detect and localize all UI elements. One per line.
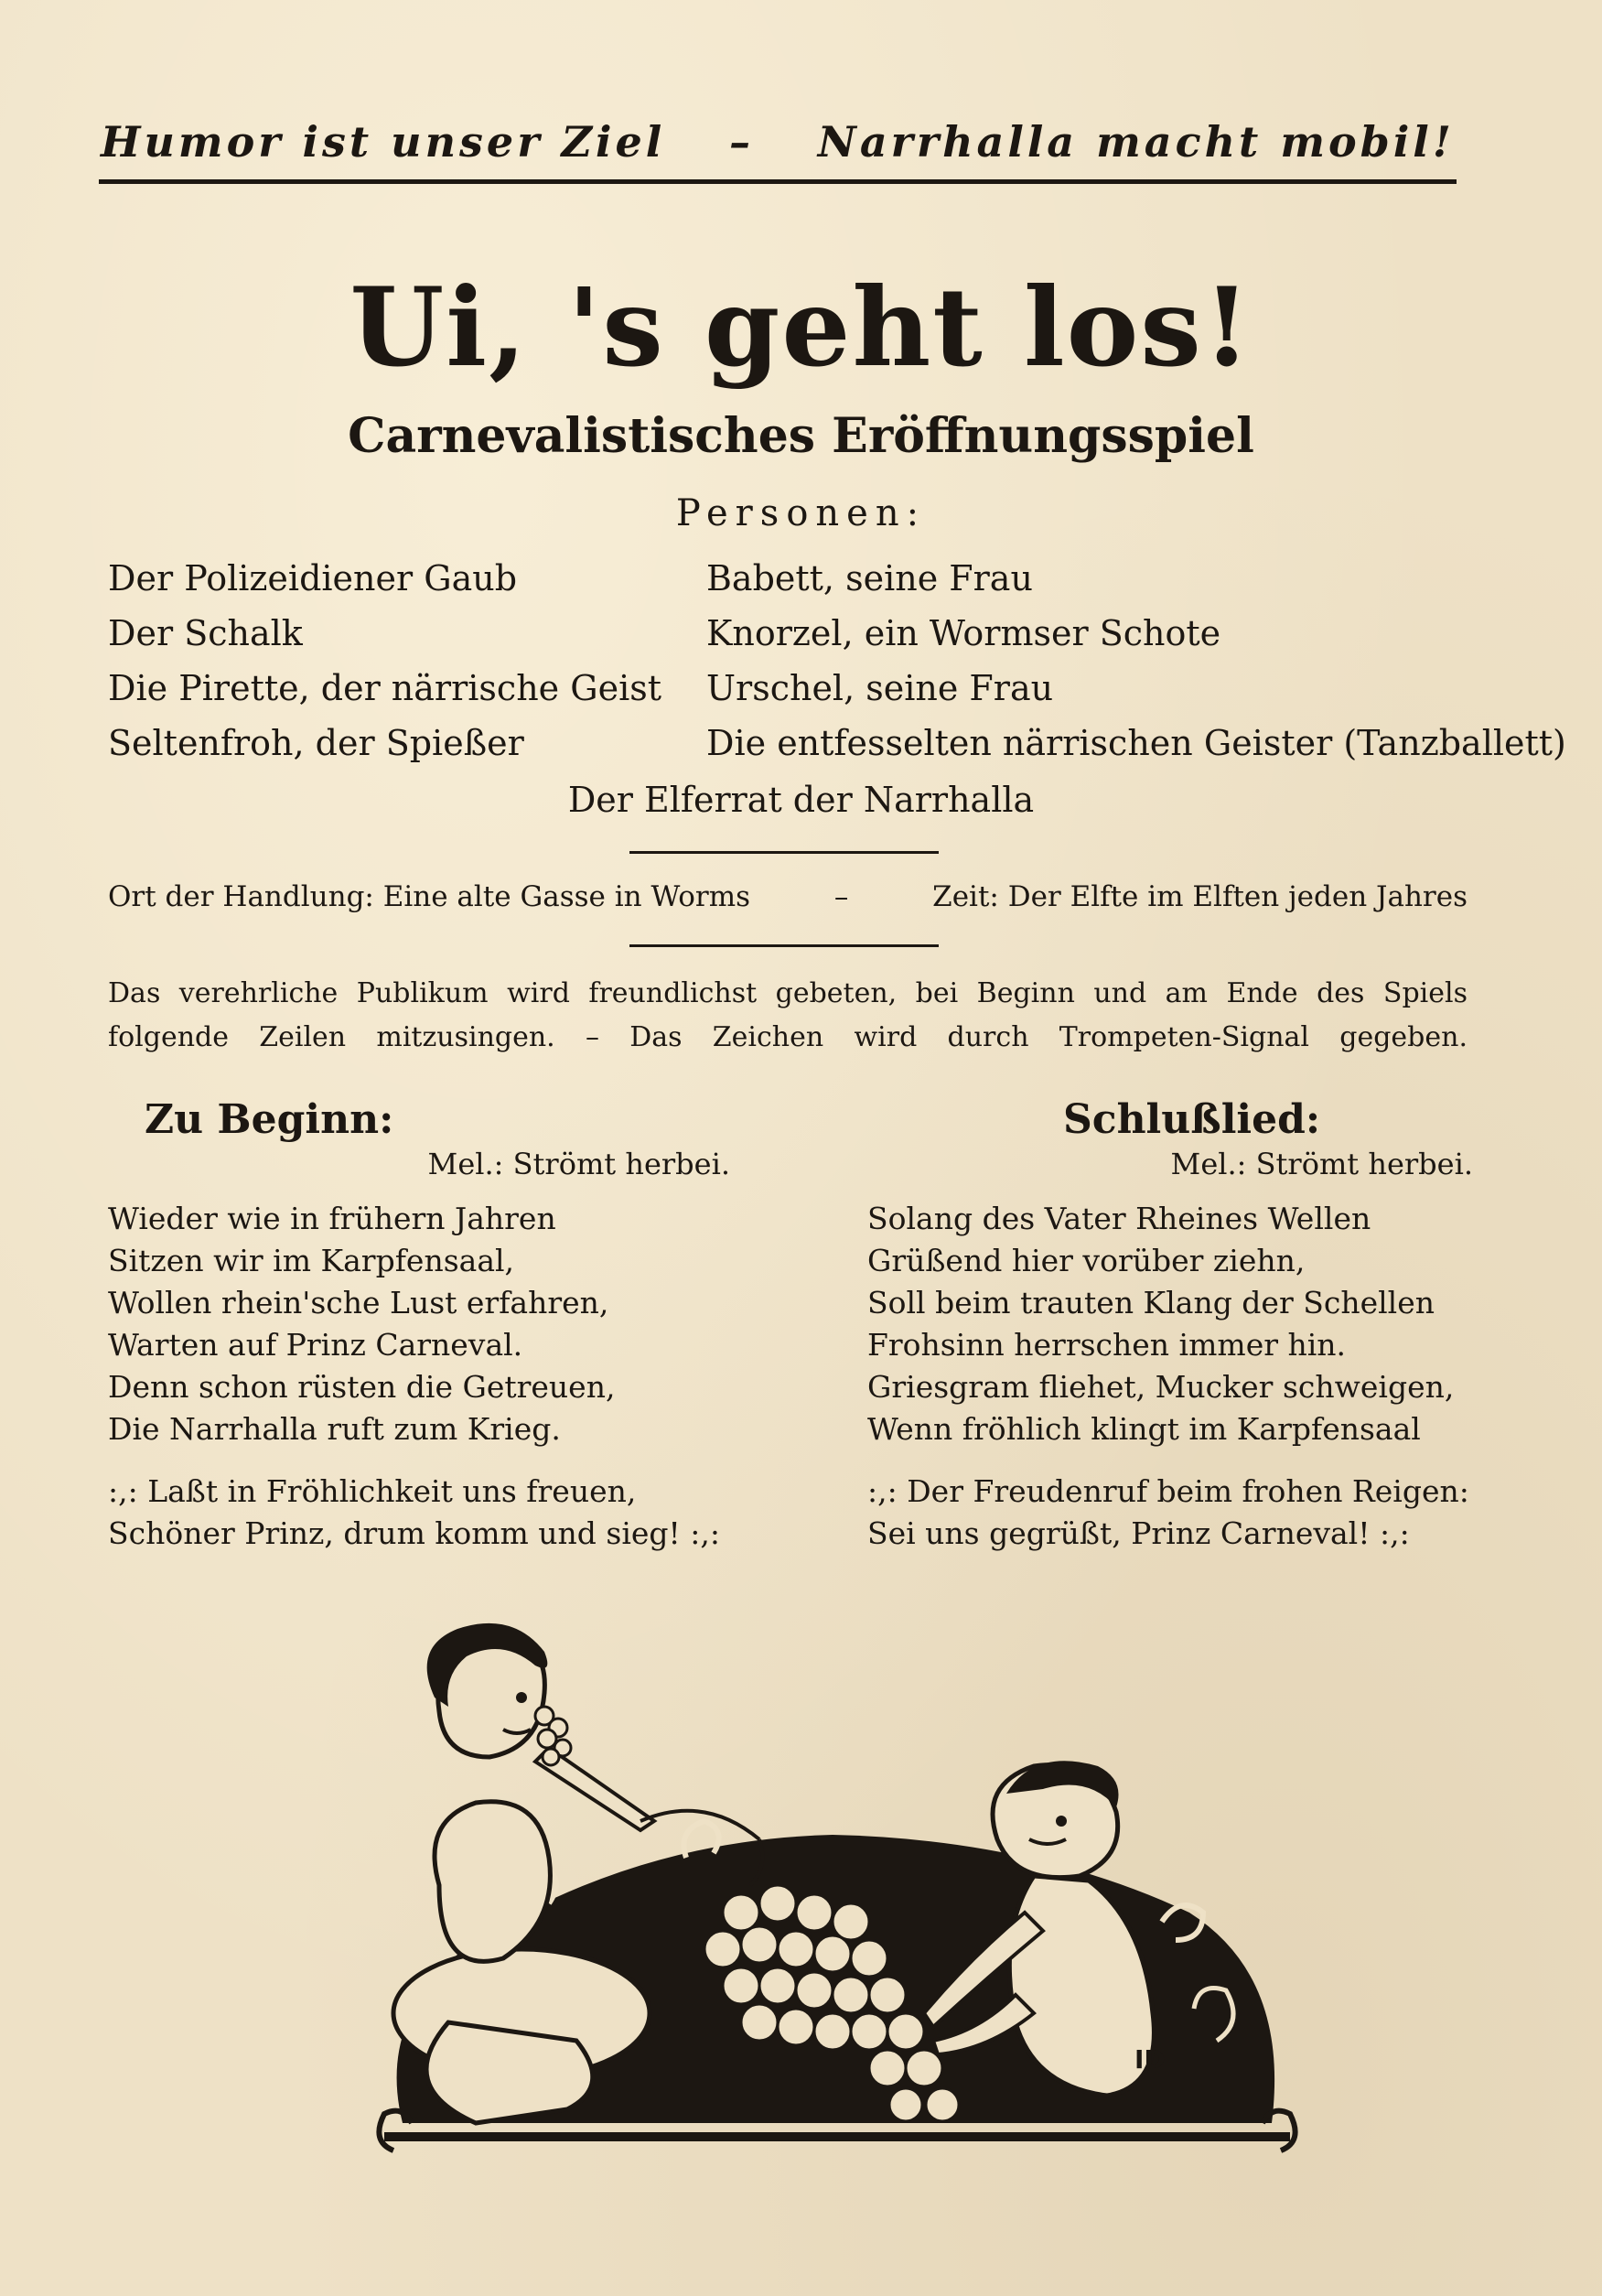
divider (629, 851, 939, 854)
cast-item: Knorzel, ein Wormser Schote (706, 613, 1221, 653)
cast-item: Seltenfroh, der Spießer (108, 723, 524, 763)
cast-item: Die entfesselten närrischen Geister (Tanzballett) (706, 723, 1566, 763)
song-heading: Schlußlied: (1063, 1096, 1321, 1143)
song-melody: Mel.: Strömt herbei. (427, 1147, 730, 1181)
page-subtitle: Carnevalistisches Eröffnungsspiel (348, 408, 1254, 464)
header-motto (101, 117, 1455, 167)
setting-place: Ort der Handlung: Eine alte Gasse in Worms (108, 880, 751, 913)
verse-line: Wenn fröhlich klingt im Karpfensaal (867, 1411, 1421, 1447)
notice-line: Das verehrliche Publikum wird freundlichst gebeten, bei Beginn und am Ende des Spiels (108, 977, 1468, 1009)
cast-list-right (706, 551, 1566, 771)
cast-item: Die Pirette, der närrische Geist (108, 668, 662, 708)
song-verse (108, 1198, 730, 1450)
motto-right: Narrhalla macht mobil! (817, 117, 1455, 167)
cast-item: Urschel, seine Frau (706, 668, 1054, 708)
page-title: Ui, 's geht los! (349, 264, 1253, 391)
faun-figure (393, 1623, 654, 2123)
refrain-line: Sei uns gegrüßt, Prinz Carneval! :,: (867, 1515, 1410, 1551)
cast-item: Der Schalk (108, 613, 303, 653)
song-melody: Mel.: Strömt herbei. (1170, 1147, 1473, 1181)
notice-line: folgende Zeilen mitzusingen. – Das Zeichen wird durch Trompeten-Signal gegeben. (108, 1021, 1468, 1053)
verse-line: Wollen rhein'sche Lust erfahren, (108, 1285, 609, 1320)
refrain-line: :,: Laßt in Fröhlichkeit uns freuen, (108, 1473, 637, 1509)
verse-line: Wieder wie in frühern Jahren (108, 1201, 556, 1236)
song-heading: Zu Beginn: (145, 1096, 394, 1143)
song-refrain (867, 1471, 1473, 1555)
verse-line: Sitzen wir im Karpfensaal, (108, 1243, 515, 1278)
cast-list-left (108, 551, 661, 771)
verse-line: Frohsinn herrschen immer hin. (867, 1327, 1347, 1363)
motto-dash: – (729, 117, 755, 167)
motto-left: Humor ist unser Ziel (101, 117, 666, 167)
song-opening (108, 1096, 730, 1555)
faun-monkey-illustration (339, 1611, 1336, 2178)
verse-line: Solang des Vater Rheines Wellen (867, 1201, 1371, 1236)
audience-notice (108, 972, 1468, 1060)
verse-line: Grüßend hier vorüber ziehn, (867, 1243, 1306, 1278)
verse-line: Griesgram fliehet, Mucker schweigen, (867, 1369, 1455, 1405)
verse-line: Warten auf Prinz Carneval. (108, 1327, 523, 1363)
artist-monogram: ID (1134, 2044, 1166, 2075)
cast-item: Der Polizeidiener Gaub (108, 558, 518, 598)
divider (629, 944, 939, 947)
setting-dash: – (833, 880, 849, 913)
cast-heading: Personen: (675, 492, 927, 534)
song-closing (867, 1096, 1473, 1555)
refrain-line: Schöner Prinz, drum komm und sieg! :,: (108, 1515, 721, 1551)
refrain-line: :,: Der Freudenruf beim frohen Reigen: (867, 1473, 1469, 1509)
setting-line (108, 880, 1468, 913)
verse-line: Soll beim trauten Klang der Schellen (867, 1285, 1435, 1320)
cast-item: Babett, seine Frau (706, 558, 1033, 598)
verse-line: Denn schon rüsten die Getreuen, (108, 1369, 616, 1405)
song-verse (867, 1198, 1473, 1450)
header-rule (99, 179, 1457, 184)
verse-line: Die Narrhalla ruft zum Krieg. (108, 1411, 561, 1447)
setting-time: Zeit: Der Elfte im Elften jeden Jahres (932, 880, 1468, 913)
song-refrain (108, 1471, 730, 1555)
cast-elferrat: Der Elferrat der Narrhalla (567, 780, 1035, 820)
